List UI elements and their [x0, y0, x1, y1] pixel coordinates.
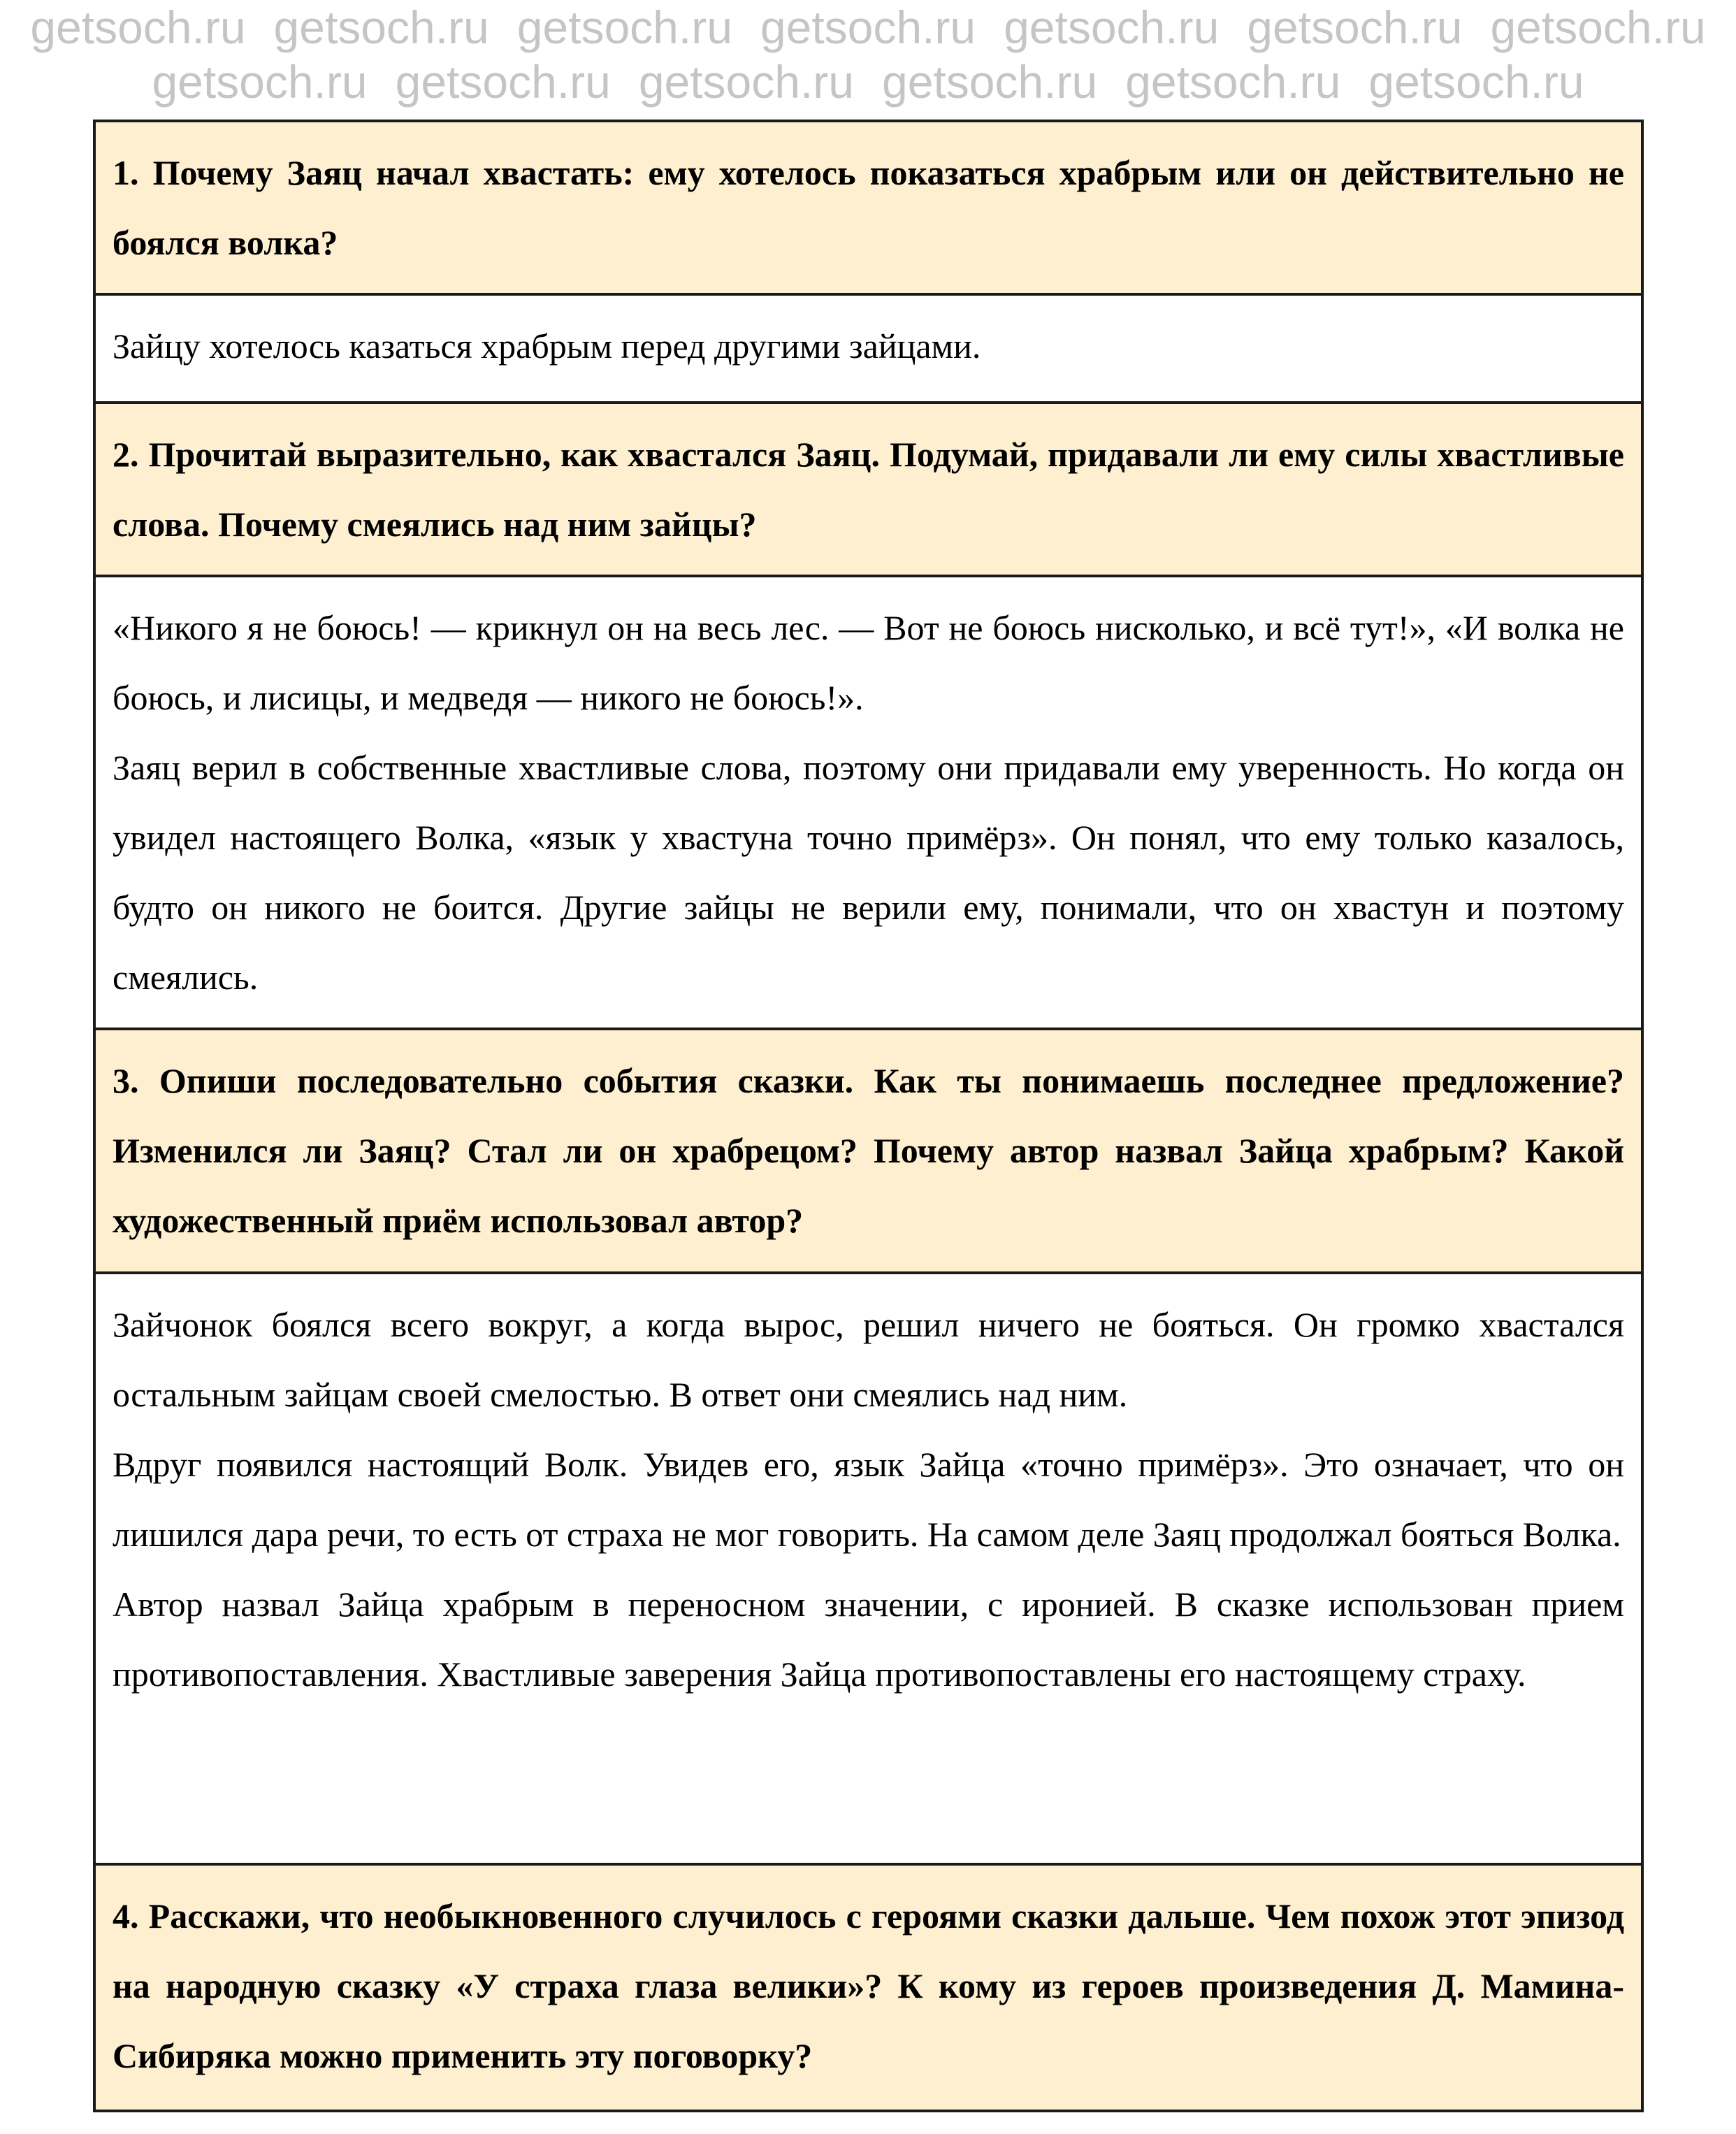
- question-4: 4. Расскажи, что необыкновенного случилось с героями сказки дальше. Чем похож этот эпизод на народную сказку «У страха глаза велики»? К кому из героев произведения Д. Мамина-Сибиряка можно применить эту поговорку?: [96, 1866, 1641, 2110]
- watermark: getsoch.ru: [516, 1, 732, 53]
- question-3: 3. Опиши последовательно события сказки. Как ты понимаешь последнее предложение? Изменился ли Заяц? Стал ли он храбрецом? Почему автор назвал Зайца храбрым? Какой художественный приём использовал автор?: [96, 1030, 1641, 1274]
- answer-paragraph: Вдруг появился настоящий Волк. Увидев его, язык Зайца «точно примёрз». Это означает, что он лишился дара речи, то есть от страха не мог говорить. На самом деле Заяц продолжал бояться Волка.: [113, 1445, 1624, 1554]
- watermark: getsoch.ru: [30, 1, 246, 53]
- watermark: getsoch.ru: [1490, 1, 1706, 53]
- watermark-strip: [0, 0, 1736, 116]
- watermark: getsoch.ru: [1368, 56, 1584, 108]
- watermark: getsoch.ru: [1125, 56, 1341, 108]
- answer-paragraph: Заяц верил в собственные хвастливые слова, поэтому они придавали ему уверенность. Но когда он увидел настоящего Волка, «язык у хвастуна точно примёрз». Он понял, что ему только казалось, будто он никого не боится. Другие зайцы не верили ему, понимали, что он хвастун и поэтому смеялись.: [113, 748, 1624, 997]
- qa-table: [93, 120, 1644, 2112]
- watermark: getsoch.ru: [760, 1, 976, 53]
- answer-paragraph: Зайцу хотелось казаться храбрым перед другими зайцами.: [113, 326, 981, 366]
- answer-paragraph: «Никого я не боюсь! — крикнул он на весь лес. — Вот не боюсь нисколько, и всё тут!», «И волка не боюсь, и лисицы, и медведя — никого не боюсь!».: [113, 608, 1624, 717]
- watermark: getsoch.ru: [395, 56, 611, 108]
- watermark: getsoch.ru: [882, 56, 1098, 108]
- watermark: getsoch.ru: [638, 56, 854, 108]
- answer-paragraph: Зайчонок боялся всего вокруг, а когда вырос, решил ничего не бояться. Он громко хвастался остальным зайцам своей смелостью. В ответ они смеялись над ним.: [113, 1305, 1624, 1414]
- answer-3: [96, 1274, 1641, 1866]
- question-1: 1. Почему Заяц начал хвастать: ему хотелось показаться храбрым или он действительно не боялся волка?: [96, 122, 1641, 296]
- answer-paragraph: Автор назвал Зайца храбрым в переносном значении, с иронией. В сказке использован прием противопоставления. Хвастливые заверения Зайца противопоставлены его настоящему страху.: [113, 1585, 1624, 1694]
- answer-2: [96, 577, 1641, 1030]
- watermark: getsoch.ru: [152, 56, 368, 108]
- answer-1: [96, 296, 1641, 404]
- watermark: getsoch.ru: [1247, 1, 1463, 53]
- question-2: 2. Прочитай выразительно, как хвастался Заяц. Подумай, придавали ли ему силы хвастливые слова. Почему смеялись над ним зайцы?: [96, 404, 1641, 577]
- watermark: getsoch.ru: [1004, 1, 1220, 53]
- watermark: getsoch.ru: [273, 1, 489, 53]
